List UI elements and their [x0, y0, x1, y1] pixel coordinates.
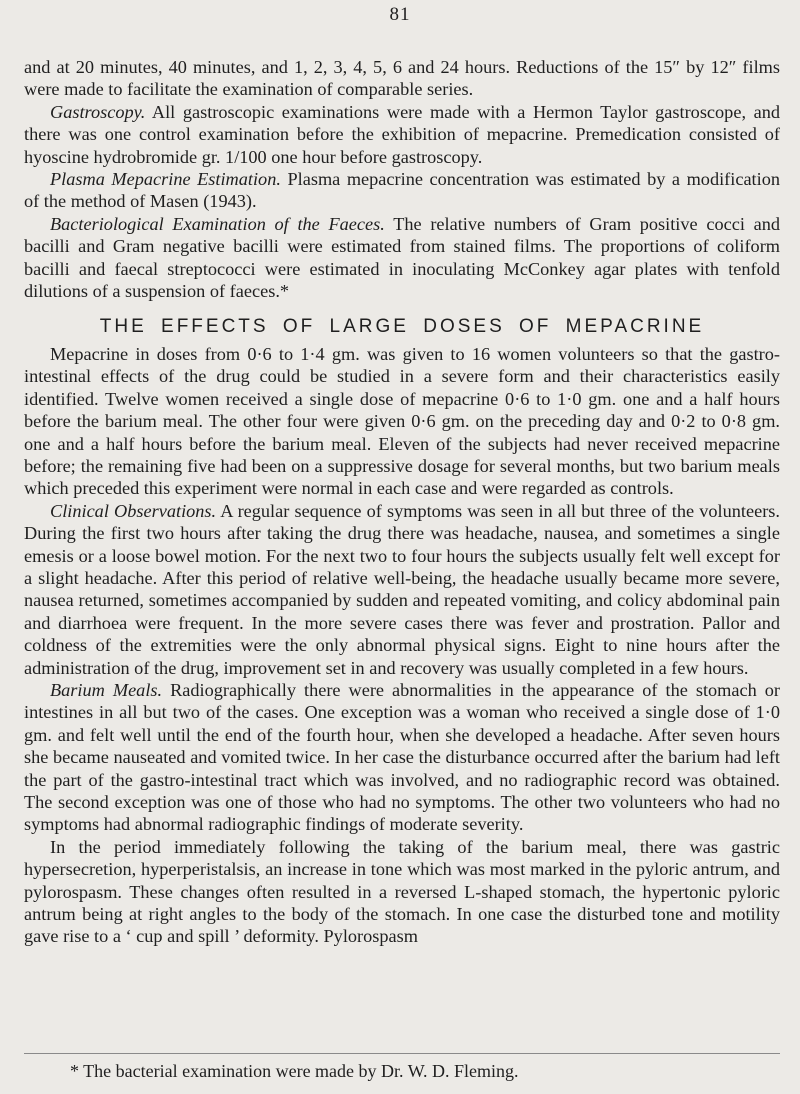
paragraph-text: Plasma mepacrine concentration was estimated by a modification of the method of Masen (1943).	[24, 169, 780, 212]
paragraph-gastroscopy	[24, 101, 780, 168]
section-heading: THE EFFECTS OF LARGE DOSES OF MEPACRINE	[99, 316, 705, 338]
run-in-heading-gastroscopy: Gastroscopy.	[50, 101, 146, 122]
run-in-heading-bacteriological: Bacteriological Examination of the Faeces.	[50, 213, 385, 234]
run-in-heading-plasma-mepacrine: Plasma Mepacrine Estimation.	[50, 169, 281, 190]
body-text	[24, 56, 780, 948]
paragraph-text: The relative numbers of Gram positive cocci and bacilli and Gram negative bacilli were estimated from stained films. The proportions of coliform bacilli and faecal streptococci were estimated in inoculating McConkey agar plates with tenfold dilutions of a suspension of faeces.*	[24, 213, 780, 302]
paragraph-text: and at 20 minutes, 40 minutes, and 1, 2, 3, 4, 5, 6 and 24 hours. Reductions of the 15″ by 12″ films were made to facilitate the examination of comparable series.	[24, 57, 780, 100]
footnote-divider	[24, 1053, 780, 1054]
paragraph-text: All gastroscopic examinations were made with a Hermon Taylor gastroscope, and there was one control examination before the exhibition of mepacrine. Premedication consisted of hyoscine hydrobromide gr. 1/100 one hour before gastroscopy.	[24, 101, 780, 167]
paragraph-clinical-observations	[24, 500, 780, 679]
paragraph-mepacrine-doses	[24, 343, 780, 500]
paragraph-text: Mepacrine in doses from 0·6 to 1·4 gm. was given to 16 women volunteers so that the gastro-intestinal effects of the drug could be studied in a severe form and their characteristics easily identified. Twelve women received a single dose of mepacrine 0·6 to 1·0 gm. one and a half hours before the barium meal. The other four were given 0·6 gm. on the preceding day and 0·2 to 0·8 gm. one and a half hours before the barium meal. Eleven of the subjects had never received mepacrine before; the remaining five had been on a suppressive dosage for several months, but two barium meals which preceded this experiment were normal in each case and were regarded as controls.	[24, 343, 780, 499]
paragraph-continuation	[24, 56, 780, 101]
footnote: * The bacterial examination were made by Dr. W. D. Fleming.	[70, 1061, 519, 1081]
paragraph-text: In the period immediately following the taking of the barium meal, there was gastric hypersecretion, hyperperistalsis, an increase in tone which was most marked in the pyloric antrum, and pylorospasm. These changes often resulted in a reversed L-shaped stomach, the hypertonic pyloric antrum being at right angles to the body of the stomach. In one case the disturbed tone and motility gave rise to a ‘ cup and spill ’ deformity. Pylorospasm	[24, 836, 780, 947]
paragraph-text: A regular sequence of symptoms was seen in all but three of the volunteers. During the first two hours after taking the drug there was headache, nausea, and sometimes a single emesis or a loose bowel motion. For the next two to four hours the subjects usually felt well except for a slight headache. After this period of relative well-being, the headache usually became more severe, nausea returned, sometimes accompanied by sudden and repeated vomiting, and colicy abdominal pain and diarrhoea were frequent. In the more severe cases there was fever and prostration. Pallor and coldness of the extremities were the only abnormal physical signs. Eight to nine hours after the administration of the drug, improvement set in and recovery was usually completed in a few hours.	[24, 500, 780, 678]
page-number: 81	[389, 4, 411, 25]
paragraph-barium-meals	[24, 679, 780, 836]
paragraph-plasma-mepacrine	[24, 168, 780, 213]
run-in-heading-clinical-observations: Clinical Observations.	[50, 500, 217, 521]
paragraph-barium-period	[24, 836, 780, 948]
paragraph-text: Radiographically there were abnormalities in the appearance of the stomach or intestines in all but two of the cases. One exception was a woman who received a single dose of 1·0 gm. and felt well until the end of the fourth hour, when she developed a headache. After seven hours she became nauseated and vomited twice. In her case the disturbance occurred after the barium had left the part of the gastro-intestinal tract which was involved, and no radiographic record was obtained. The second exception was one of those who had no symptoms. The other two volunteers who had no symptoms had abnormal radiographic findings of moderate severity.	[24, 679, 780, 835]
paragraph-bacteriological	[24, 213, 780, 303]
run-in-heading-barium-meals: Barium Meals.	[50, 679, 163, 700]
